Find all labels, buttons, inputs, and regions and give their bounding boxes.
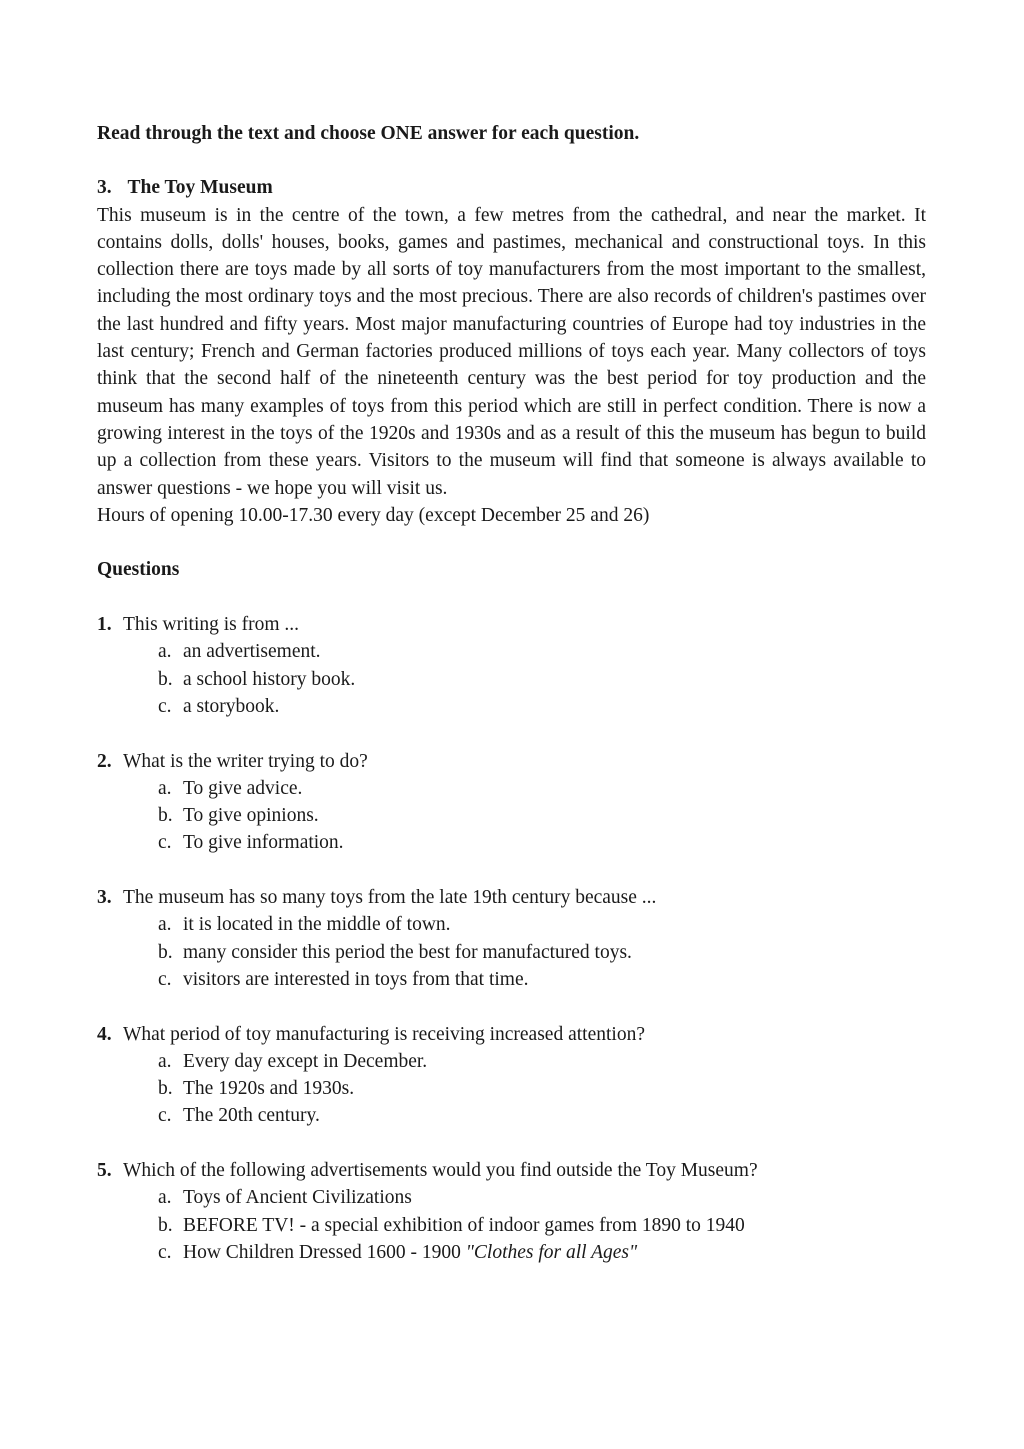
- option-letter: c.: [158, 968, 172, 990]
- answer-options: [97, 638, 926, 720]
- option-text: visitors are interested in toys from that time.: [183, 968, 529, 990]
- option-text: a storybook.: [183, 695, 280, 717]
- option-text: The 1920s and 1930s.: [183, 1078, 355, 1100]
- option-c[interactable]: [158, 966, 926, 993]
- option-letter: a.: [158, 1050, 172, 1072]
- passage-paragraph: This museum is in the centre of the town, a few metres from the cathedral, and near the market. It contains dolls, dolls' houses, books, games and pastimes, mechanical and constructional toys. In this collection there are toys made by all sorts of toy manufacturers from the most important to the smallest, including the most ordinary toys and the most precious. There are also records of children's pastimes over the last hundred and fifty years. Most major manufacturing countries of Europe had toy industries in the last century; French and German factories produced millions of toys each year. Many collectors of toys think that the second half of the nineteenth century was the best period for toy production and the museum has many examples of toys from this period which are still in perfect condition. There is now a growing interest in the toys of the 1920s and 1930s and as a result of this the museum has begun to build up a collection from these years. Visitors to the museum will find that someone is always available to answer questions - we hope you will visit us.: [97, 204, 926, 499]
- question-number: 2.: [97, 750, 112, 772]
- option-letter: a.: [158, 914, 172, 936]
- question-2: [97, 748, 926, 857]
- question-1: [97, 611, 926, 720]
- option-letter: c.: [158, 695, 172, 717]
- question-3: [97, 884, 926, 993]
- option-a[interactable]: [158, 1184, 926, 1211]
- option-a[interactable]: [158, 1048, 926, 1075]
- instruction-text: Read through the text and choose ONE answer for each question.: [97, 123, 640, 144]
- option-letter: a.: [158, 777, 172, 799]
- passage-title-text: The Toy Museum: [127, 177, 273, 199]
- answer-options: [97, 1184, 926, 1266]
- option-text: To give opinions.: [183, 805, 319, 827]
- option-c[interactable]: [158, 693, 926, 720]
- option-text: a school history book.: [183, 668, 356, 690]
- passage-number: 3.: [97, 177, 112, 199]
- document-page: [97, 120, 926, 1293]
- question-stem: [97, 748, 926, 775]
- question-number: 4.: [97, 1023, 112, 1045]
- option-text: it is located in the middle of town.: [183, 914, 451, 936]
- option-c[interactable]: [158, 1102, 926, 1129]
- option-text: The 20th century.: [183, 1105, 320, 1127]
- option-b[interactable]: [158, 939, 926, 966]
- option-text: To give advice.: [183, 777, 303, 799]
- question-4: [97, 1021, 926, 1130]
- passage-title: [97, 174, 926, 201]
- answer-options: [97, 1048, 926, 1130]
- option-c[interactable]: [158, 829, 926, 856]
- option-text: BEFORE TV! - a special exhibition of indoor games from 1890 to 1940: [183, 1214, 745, 1236]
- question-stem: [97, 1157, 926, 1184]
- option-letter: c.: [158, 832, 172, 854]
- question-stem: [97, 611, 926, 638]
- option-text: Every day except in December.: [183, 1050, 428, 1072]
- option-text: many consider this period the best for manufactured toys.: [183, 941, 632, 963]
- question-text: This writing is from ...: [123, 614, 300, 636]
- question-5: [97, 1157, 926, 1266]
- option-text: To give information.: [183, 832, 344, 854]
- opening-hours: Hours of opening 10.00-17.30 every day (except December 25 and 26): [97, 504, 650, 526]
- option-italic-text: "Clothes for all Ages": [465, 1241, 638, 1263]
- question-stem: [97, 884, 926, 911]
- option-letter: b.: [158, 1214, 173, 1236]
- option-letter: b.: [158, 805, 173, 827]
- answer-options: [97, 911, 926, 993]
- question-text: What period of toy manufacturing is receiving increased attention?: [123, 1023, 645, 1045]
- answer-options: [97, 775, 926, 857]
- option-text: an advertisement.: [183, 641, 321, 663]
- option-letter: c.: [158, 1241, 172, 1263]
- questions-heading: Questions: [97, 559, 180, 581]
- question-text: The museum has so many toys from the late 19th century because ...: [123, 887, 657, 909]
- option-a[interactable]: [158, 638, 926, 665]
- option-letter: b.: [158, 941, 173, 963]
- option-a[interactable]: [158, 775, 926, 802]
- question-stem: [97, 1021, 926, 1048]
- option-letter: b.: [158, 1078, 173, 1100]
- option-b[interactable]: [158, 802, 926, 829]
- question-number: 5.: [97, 1159, 112, 1181]
- question-text: What is the writer trying to do?: [123, 750, 368, 772]
- option-letter: a.: [158, 1187, 172, 1209]
- passage-body: [97, 202, 926, 530]
- option-b[interactable]: [158, 666, 926, 693]
- option-b[interactable]: [158, 1212, 926, 1239]
- option-letter: c.: [158, 1105, 172, 1127]
- option-text: Toys of Ancient Civilizations: [183, 1187, 412, 1209]
- option-a[interactable]: [158, 911, 926, 938]
- question-text: Which of the following advertisements would you find outside the Toy Museum?: [123, 1159, 758, 1181]
- question-number: 1.: [97, 614, 112, 636]
- option-b[interactable]: [158, 1075, 926, 1102]
- option-text: How Children Dressed 1600 - 1900: [183, 1241, 461, 1263]
- question-number: 3.: [97, 887, 112, 909]
- option-letter: b.: [158, 668, 173, 690]
- option-letter: a.: [158, 641, 172, 663]
- option-c[interactable]: [158, 1239, 926, 1266]
